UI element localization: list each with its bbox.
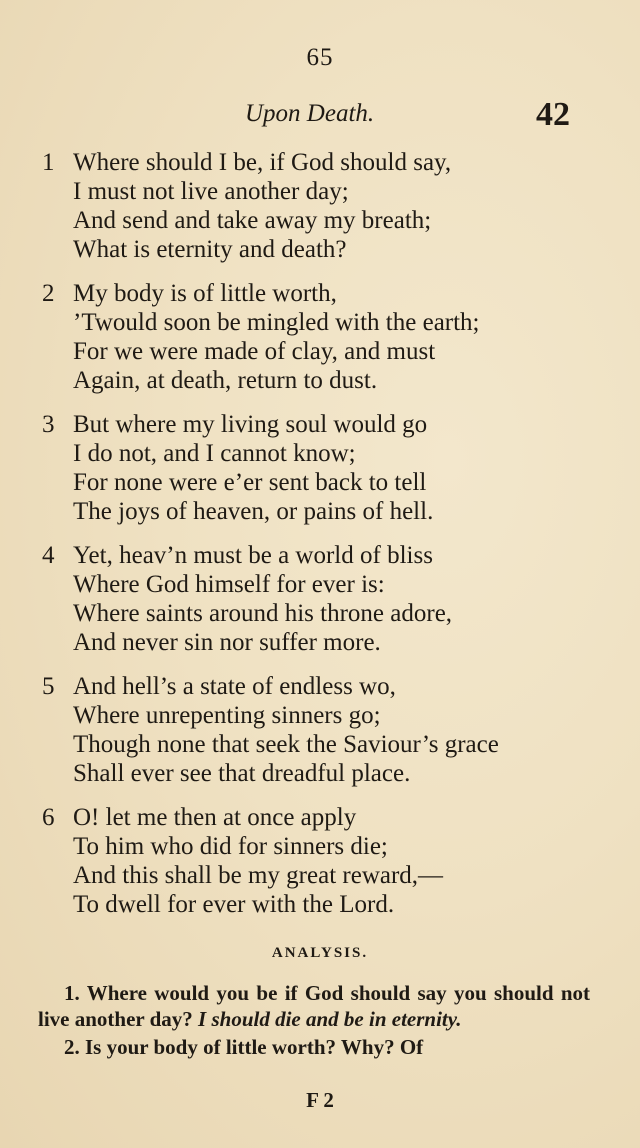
verse-number: 6 [42, 804, 55, 831]
question-text: Is your body of little worth? Why? Of [85, 1035, 424, 1059]
question-number: 1. [64, 981, 80, 1005]
verse [0, 672, 640, 803]
verse-line: What is eternity and death? [73, 236, 347, 263]
analysis-question-1 [38, 980, 590, 1032]
question-text: Where would you be if God should say you should not live another day? [38, 981, 590, 1031]
verse-line: Shall ever see that dreadful place. [73, 760, 411, 787]
verse-line: And this shall be my great reward,— [73, 862, 444, 889]
verse-line: To dwell for ever with the Lord. [73, 891, 395, 918]
verse-line: Where God himself for ever is: [73, 571, 385, 598]
verse-number: 2 [42, 280, 55, 307]
printer-signature: F 2 [306, 1088, 334, 1112]
verse-line: Though none that seek the Saviour’s grace [73, 731, 499, 758]
verse-line: Again, at death, return to dust. [73, 367, 378, 394]
verse-number: 4 [42, 542, 55, 569]
verses [0, 148, 640, 934]
verse [0, 541, 640, 672]
verse-line: I do not, and I cannot know; [73, 440, 356, 467]
verse-line: Where should I be, if God should say, [73, 149, 452, 176]
hymn-number: 42 [536, 96, 570, 133]
analysis-heading: ANALYSIS. [271, 945, 369, 961]
verse [0, 803, 640, 934]
analysis-section [38, 980, 590, 1060]
analysis-question-2 [38, 1034, 590, 1060]
question-number: 2. [64, 1035, 80, 1059]
verse-line: Where saints around his throne adore, [73, 600, 453, 627]
verse-line: The joys of heaven, or pains of hell. [73, 498, 434, 525]
page-number: 65 [306, 44, 334, 71]
verse-line: Yet, heav’n must be a world of bliss [73, 542, 433, 569]
verse-line: My body is of little worth, [73, 280, 337, 307]
verse-number: 3 [42, 411, 55, 438]
verse-line: And hell’s a state of endless wo, [73, 673, 396, 700]
verse-line: ’Twould soon be mingled with the earth; [73, 309, 480, 336]
verse-line: For none were e’er sent back to tell [73, 469, 427, 496]
verse [0, 410, 640, 541]
verse [0, 279, 640, 410]
page-title: Upon Death. [245, 100, 375, 127]
verse-line: I must not live another day; [73, 178, 349, 205]
verse-line: O! let me then at once apply [73, 804, 357, 831]
verse-line: To him who did for sinners die; [73, 833, 388, 860]
verse-line: Where unrepenting sinners go; [73, 702, 381, 729]
verse-line: But where my living soul would go [73, 411, 428, 438]
verse-line: And never sin nor suffer more. [73, 629, 381, 656]
verse [0, 148, 640, 279]
verse-line: And send and take away my breath; [73, 207, 432, 234]
verse-number: 1 [42, 149, 55, 176]
verse-number: 5 [42, 673, 55, 700]
verse-line: For we were made of clay, and must [73, 338, 436, 365]
answer-text: I should die and be in eternity. [198, 1007, 462, 1031]
